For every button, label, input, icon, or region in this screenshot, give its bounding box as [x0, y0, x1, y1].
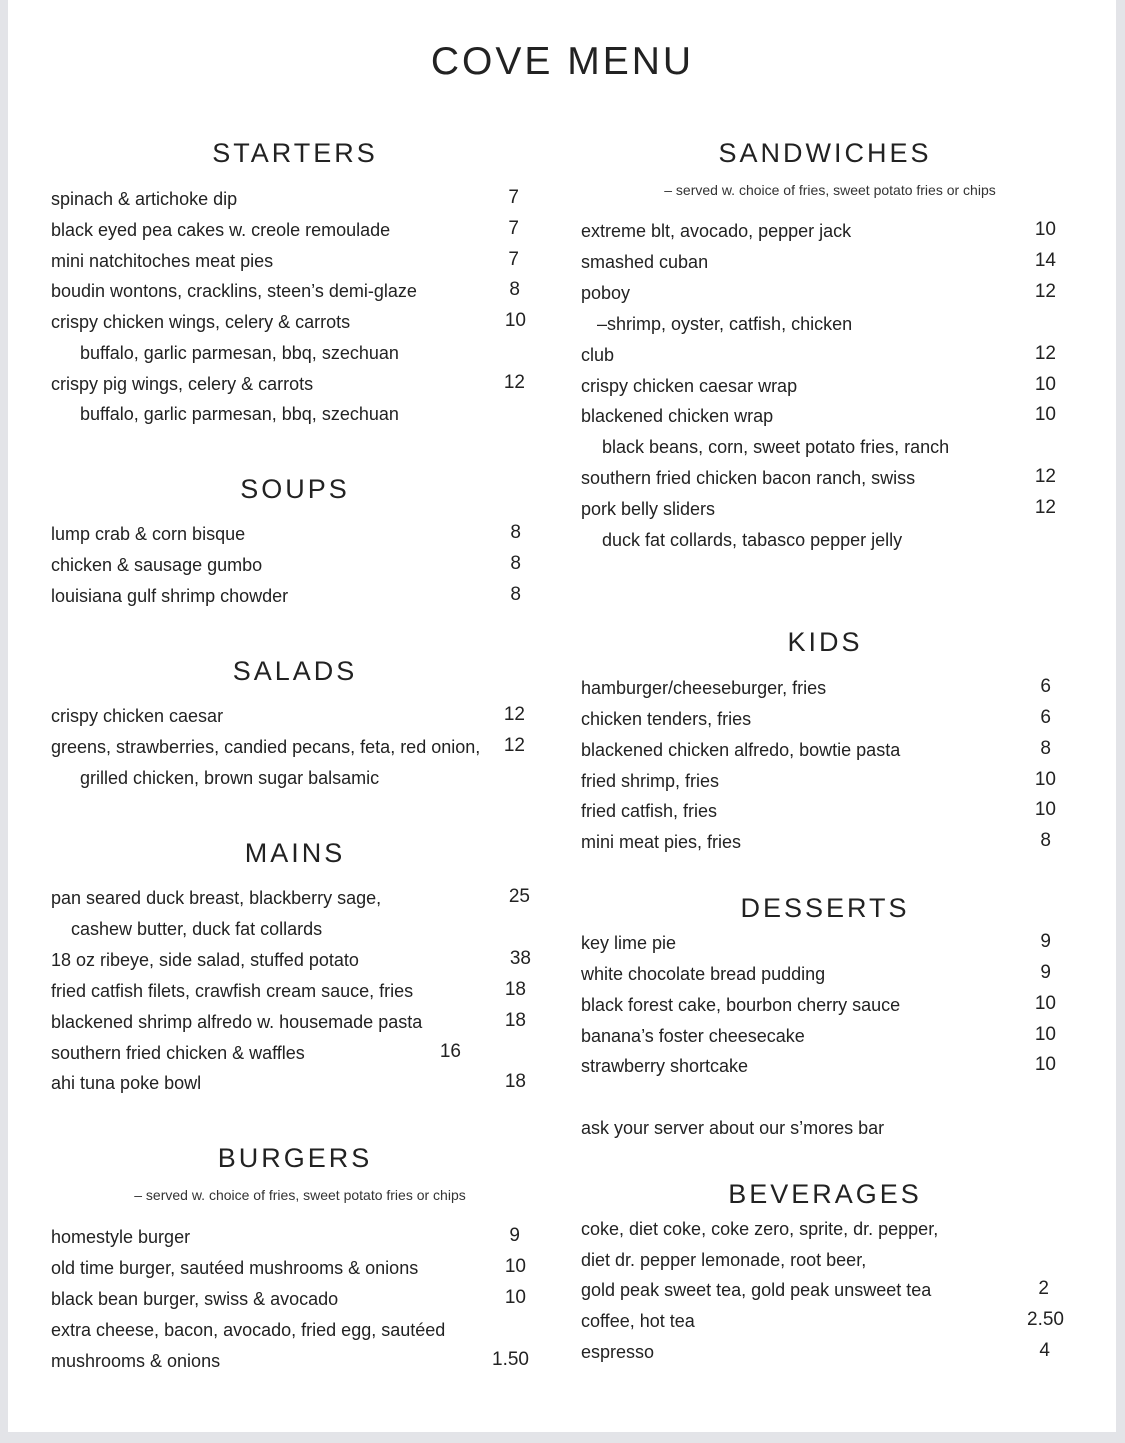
sandwiches-heading: SANDWICHES: [718, 138, 932, 168]
main-item-sub: cashew butter, duck fat collards: [71, 919, 323, 939]
burger-item-name: homestyle burger: [51, 1227, 191, 1247]
burger-item-price: 10: [504, 1287, 526, 1308]
beverages-heading: BEVERAGES: [728, 1179, 922, 1209]
kids-item-name: fried shrimp, fries: [581, 771, 720, 791]
main-item-name: pan seared duck breast, blackberry sage,: [51, 888, 382, 908]
burger-extras-line: extra cheese, bacon, avocado, fried egg, sautéed: [51, 1320, 446, 1340]
kids-item-price: 10: [1034, 769, 1056, 790]
salad-item-sub: grilled chicken, brown sugar balsamic: [80, 768, 380, 788]
main-item-name: fried catfish filets, crawfish cream sauce, fries: [51, 981, 414, 1001]
beverage-item-name: gold peak sweet tea, gold peak unsweet tea: [581, 1280, 932, 1300]
kids-item-name: chicken tenders, fries: [581, 709, 752, 729]
kids-item-price: 8: [1040, 738, 1051, 759]
burger-extras-price: 1.50: [492, 1349, 529, 1370]
starter-item-name: spinach & artichoke dip: [51, 189, 238, 209]
main-item-name: 18 oz ribeye, side salad, stuffed potato: [51, 950, 359, 970]
starter-item-price: 12: [503, 372, 525, 393]
kids-item-price: 6: [1040, 676, 1051, 697]
sandwiches-note: – served w. choice of fries, sweet potato fries or chips: [664, 182, 996, 198]
main-item-price: 18: [504, 1010, 526, 1031]
main-item-price: 38: [509, 948, 531, 969]
burgers-heading: BURGERS: [217, 1143, 373, 1173]
starter-item-price: 7: [508, 218, 519, 239]
starters-heading: STARTERS: [212, 138, 378, 168]
starter-item-price: 10: [504, 310, 526, 331]
desserts-heading: DESSERTS: [740, 893, 910, 923]
beverage-line: coke, diet coke, coke zero, sprite, dr. pepper,: [581, 1219, 939, 1239]
sandwich-item-price: 12: [1034, 466, 1056, 487]
main-item-name: southern fried chicken & waffles: [51, 1043, 305, 1063]
soup-item-price: 8: [510, 522, 521, 543]
kids-item-name: hamburger/cheeseburger, fries: [581, 678, 827, 698]
salad-item-name: crispy chicken caesar: [51, 706, 224, 726]
sandwich-item-price: 12: [1034, 343, 1056, 364]
sandwich-item-name: crispy chicken caesar wrap: [581, 376, 798, 396]
dessert-item-name: black forest cake, bourbon cherry sauce: [581, 995, 901, 1015]
beverage-item-price: 4: [1039, 1340, 1050, 1361]
starter-item-name: black eyed pea cakes w. creole remoulade: [51, 220, 391, 240]
kids-item-name: blackened chicken alfredo, bowtie pasta: [581, 740, 901, 760]
burger-extras-line: mushrooms & onions: [51, 1351, 221, 1371]
kids-heading: KIDS: [787, 627, 863, 657]
sandwich-item-price: 10: [1034, 219, 1056, 240]
dessert-item-price: 10: [1034, 993, 1056, 1014]
soup-item-name: chicken & sausage gumbo: [51, 555, 263, 575]
main-item-price: 18: [504, 1071, 526, 1092]
burger-item-name: old time burger, sautéed mushrooms & onions: [51, 1258, 419, 1278]
burger-item-name: black bean burger, swiss & avocado: [51, 1289, 339, 1309]
beverage-line: diet dr. pepper lemonade, root beer,: [581, 1250, 867, 1270]
sandwich-item-sub: duck fat collards, tabasco pepper jelly: [602, 530, 903, 550]
soup-item-name: lump crab & corn bisque: [51, 524, 246, 544]
burger-item-price: 10: [504, 1256, 526, 1277]
sandwich-item-name: poboy: [581, 283, 631, 303]
sandwich-item-name: pork belly sliders: [581, 499, 716, 519]
starter-item-name: boudin wontons, cracklins, steen’s demi-glaze: [51, 281, 417, 301]
sandwich-item-sub: –shrimp, oyster, catfish, chicken: [597, 314, 853, 334]
starter-item-name: crispy chicken wings, celery & carrots: [51, 312, 351, 332]
smores-note: ask your server about our s’mores bar: [581, 1118, 885, 1138]
salad-item-price: 12: [503, 735, 525, 756]
soup-item-name: louisiana gulf shrimp chowder: [51, 586, 289, 606]
starter-item-name: crispy pig wings, celery & carrots: [51, 374, 314, 394]
kids-item-name: mini meat pies, fries: [581, 832, 742, 852]
sandwich-item-price: 12: [1034, 281, 1056, 302]
burger-item-price: 9: [509, 1225, 520, 1246]
sandwich-item-price: 10: [1034, 374, 1056, 395]
dessert-item-price: 10: [1034, 1054, 1056, 1075]
sandwich-item-name: club: [581, 345, 615, 365]
sandwich-item-sub: black beans, corn, sweet potato fries, ranch: [602, 437, 950, 457]
main-item-price: 25: [508, 886, 530, 907]
dessert-item-name: white chocolate bread pudding: [581, 964, 826, 984]
mains-heading: MAINS: [244, 838, 346, 868]
kids-item-price: 10: [1034, 799, 1056, 820]
starter-item-price: 7: [508, 187, 519, 208]
dessert-item-price: 10: [1034, 1024, 1056, 1045]
main-item-name: ahi tuna poke bowl: [51, 1073, 202, 1093]
soups-heading: SOUPS: [240, 474, 350, 504]
salad-item-name: greens, strawberries, candied pecans, feta, red onion,: [51, 737, 481, 757]
kids-item-price: 8: [1040, 830, 1051, 851]
main-item-price: 16: [439, 1041, 461, 1062]
menu-title: COVE MENU: [430, 40, 695, 83]
main-item-price: 18: [504, 979, 526, 1000]
sandwich-item-name: extreme blt, avocado, pepper jack: [581, 221, 852, 241]
kids-item-name: fried catfish, fries: [581, 801, 718, 821]
sandwich-item-price: 12: [1034, 497, 1056, 518]
beverage-item-name: espresso: [581, 1342, 655, 1362]
starter-item-price: 8: [509, 279, 520, 300]
starter-item-name: mini natchitoches meat pies: [51, 251, 274, 271]
beverage-item-name: coffee, hot tea: [581, 1311, 695, 1331]
sandwich-item-name: blackened chicken wrap: [581, 406, 774, 426]
soup-item-price: 8: [510, 584, 521, 605]
burgers-note: – served w. choice of fries, sweet potato fries or chips: [134, 1187, 466, 1203]
sandwich-item-price: 10: [1034, 404, 1056, 425]
sandwich-item-name: smashed cuban: [581, 252, 709, 272]
beverage-item-price: 2.50: [1027, 1309, 1064, 1330]
kids-item-price: 6: [1040, 707, 1051, 728]
main-item-name: blackened shrimp alfredo w. housemade pasta: [51, 1012, 423, 1032]
dessert-item-name: key lime pie: [581, 933, 677, 953]
sandwich-item-price: 14: [1034, 250, 1056, 271]
soup-item-price: 8: [510, 553, 521, 574]
starter-item-sub: buffalo, garlic parmesan, bbq, szechuan: [80, 404, 399, 424]
dessert-item-name: banana’s foster cheesecake: [581, 1026, 805, 1046]
beverage-item-price: 2: [1038, 1278, 1049, 1299]
dessert-item-name: strawberry shortcake: [581, 1056, 749, 1076]
dessert-item-price: 9: [1040, 931, 1051, 952]
salads-heading: SALADS: [232, 656, 358, 686]
salad-item-price: 12: [503, 704, 525, 725]
starter-item-price: 7: [508, 249, 519, 270]
starter-item-sub: buffalo, garlic parmesan, bbq, szechuan: [80, 343, 399, 363]
dessert-item-price: 9: [1040, 962, 1051, 983]
sandwich-item-name: southern fried chicken bacon ranch, swiss: [581, 468, 916, 488]
